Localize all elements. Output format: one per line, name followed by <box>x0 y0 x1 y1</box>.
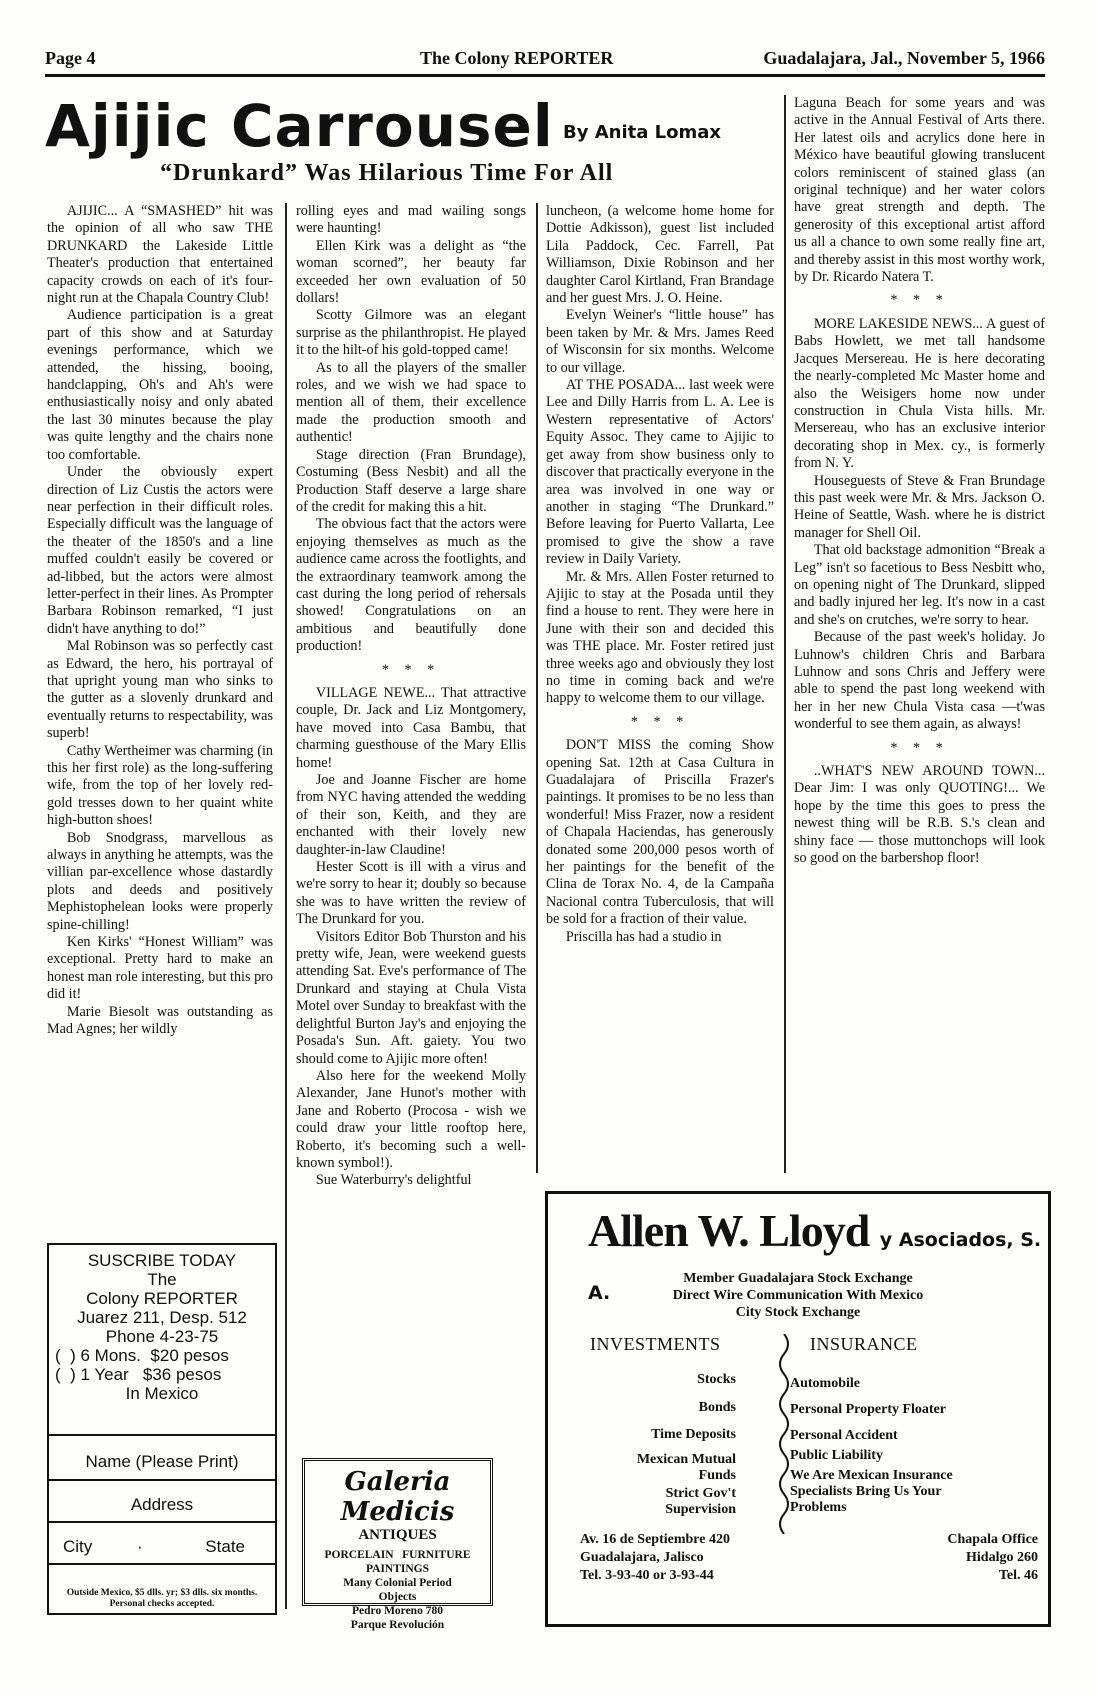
article-paragraph: Also here for the weekend Molly Alexander, Jane Hunot's mother with Jane and Roberto (Procosa - wish we could draw your little rooftop here, Roberto, it's becoming such a well-known symbol!). <box>296 1067 526 1171</box>
article-paragraph: AJIJIC... A “SMASHED” hit was the opinion of all who saw THE DRUNKARD the Lakeside Little Theater's production that entertained capacity crowds on each of it's four-night run at the Chapala Country Club! <box>47 203 273 307</box>
column-4 <box>794 95 1045 1175</box>
article-paragraph: Because of the past week's holiday. Jo Luhnow's children Chris and Barbara Luhnow and sons Chris and Jeffery were able to spend the past long weekend with her in her new Chula Vista casa —t'was wonderful to see them again, as always! <box>794 629 1045 733</box>
masthead <box>45 44 1045 70</box>
article-paragraph: The obvious fact that the actors were enjoying themselves as much as the audience came across the footlights, and the extraordinary teamwork among the cast during the long period of rehersals showed! Congratulations on an ambitious and beautifully done production! <box>296 516 526 655</box>
insurance-heading: INSURANCE <box>810 1334 918 1354</box>
firm-name-suffix: y Asociados, S. A. <box>588 1229 1042 1304</box>
article-paragraph: Mr. & Mrs. Allen Foster returned to Ajijic to stay at the Posada until they find a house to rent. They were here in June with their son and decided this was THE place. Mr. Foster retired just three weeks ago and obviously they lost no time in coming back and we're happy to welcome them to our village. <box>546 568 774 707</box>
article-paragraph: Visitors Editor Bob Thurston and his pretty wife, Jean, were weekend guests attending Sat. Eve's performance of The Drunkard and staying at Chula Vista Motel over Sunday to breakfast with the delightful Burton Jay's and enjoying the Posada's Sun. Aft. gaiety. You two should come to Ajijic more often! <box>296 928 526 1067</box>
article-paragraph: Joe and Joanne Fischer are home from NYC having attended the wedding of their son, Keith, and they are enchanted with their lovely new daughter-in-law Claudine! <box>296 772 526 858</box>
subscribe-fine-print: Outside Mexico, $5 dlls. yr; $3 dlls. six months. Personal checks accepted. <box>66 1588 258 1609</box>
galeria-ad <box>302 1458 493 1631</box>
dateline: Guadalajara, Jal., November 5, 1966 <box>763 48 1045 68</box>
article-paragraph: Sue Waterburry's delightful <box>315 1172 472 1189</box>
article-paragraph: Under the obviously expert direction of Liz Custis the actors were near perfection in their difficult roles. Especially difficult was the language of the theater of the 1850's and a line muffed couldn't easily be covered or ad-libbed, but the actors were almost letter-perfect in their lines. As Prompter Barbara Robinson remarked, “I just didn't have anything to do!” <box>47 464 273 637</box>
article-paragraph: ..WHAT'S NEW AROUND TOWN... Dear Jim: I was only QUOTING!... We hope by the time this goes to press the newest thing will be R.B. S.'s clean and shiny face — those muttonchops will look so good on the barbershop floor! <box>794 763 1045 867</box>
office-line-1: Chapala Office <box>947 1532 1038 1547</box>
article-paragraph: rolling eyes and mad wailing songs were haunting! <box>296 203 526 237</box>
galeria-line2: PAINTINGS <box>365 1563 430 1575</box>
inv-item: Bonds <box>698 1400 736 1415</box>
article-paragraph: Laguna Beach for some years and was active in the Annual Festival of Arts there. Her latest oils and acrylics done here in México have beautiful glowing translucent colors reminiscent of stained glass (an original technique) and her water colors have great strength and depth. The generosity of this exceptional artist afford us all a chance to own some really fine art, and thereby assist in this most worthy work, by Dr. Ricardo Natera T. <box>794 95 1045 286</box>
name-field[interactable] <box>49 1434 275 1472</box>
article-paragraph: VILLAGE NEWE... That attractive couple, Dr. Jack and Liz Montgomery, have moved into Casa Bambu, that charming guesthouse of the Mary Ellis home! <box>296 684 526 771</box>
option-1-year[interactable]: ( ) 1 Year $36 pesos <box>55 1365 222 1384</box>
galeria-line3: Many Colonial Period <box>343 1577 452 1589</box>
article-paragraph: Mal Robinson was so perfectly cast as Edward, the hero, his portrayal of that upright young man who sinks to the gutter as a slovenly drunkard and eventually returns to respectability, was superb! <box>47 638 273 742</box>
galeria-name: Galeria Medicis <box>340 1467 455 1527</box>
article-paragraph: Stage direction (Fran Brundage), Costuming (Bess Nesbit) and all the Production Staff deserve a large share of the credit for making this a hit. <box>296 446 526 515</box>
article-paragraph: Ellen Kirk was a delight as “the woman scorned”, her beauty far exceeded her own evaluation of 50 dollars! <box>296 237 526 307</box>
page-number: Page 4 <box>45 48 96 68</box>
address-line-2: Guadalajara, Jalisco <box>580 1550 704 1565</box>
article-title: Ajijic Carrousel <box>45 92 554 160</box>
ins-item: Public Liability <box>790 1448 883 1463</box>
state-field-label: State <box>205 1537 245 1556</box>
subscription-form <box>47 1243 277 1615</box>
article-paragraph: Ken Kirks' “Honest William” was exceptional. Pretty hard to make an honest man role interesting, but this pro did it! <box>47 934 273 1003</box>
section-separator: * * * <box>381 661 441 678</box>
inv-item: Mexican Mutual Funds <box>636 1452 736 1483</box>
city-field-label: City <box>63 1537 93 1556</box>
allen-lloyd-ad <box>545 1191 1051 1627</box>
member-line-2: Direct Wire Communication With Mexico <box>672 1288 924 1303</box>
member-line-3: City Stock Exchange <box>735 1305 861 1320</box>
article-paragraph: Priscilla has had a studio in <box>565 928 722 945</box>
subscribe-paper: Colony REPORTER <box>86 1289 238 1308</box>
article-subtitle: “Drunkard” Was Hilarious Time For All <box>160 160 614 186</box>
section-separator: * * * <box>630 713 690 730</box>
byline: By Anita Lomax <box>563 122 722 143</box>
subscribe-in-mexico: In Mexico <box>125 1384 199 1403</box>
address-field-label: Address <box>130 1495 194 1514</box>
subscribe-address: Juarez 211, Desp. 512 <box>77 1308 247 1327</box>
inv-item: Strict Gov't Supervision <box>665 1486 736 1517</box>
article-paragraph: That old backstage admonition “Break a Leg” isn't so facetious to Bess Nesbitt who, on opening night of The Drunkard, slipped and badly injured her leg. It's now in a cast and she's on crutches, we're sorry to hear. <box>794 542 1045 628</box>
article-paragraph: Bob Snodgrass, marvellous as always in anything he attempts, was the villian par-excellence whose dastardly plots and deeds and positively Mephistophelean looks were properly spine-chilling! <box>47 829 273 933</box>
ins-item: Personal Property Floater <box>790 1402 947 1417</box>
article-paragraph: MORE LAKESIDE NEWS... A guest of Babs Howlett, we met tall handsome Jacques Mersereau. He is here decorating the nearly-completed Mc Master home and also the Weisigers home now under construction in Chula Vista hills. Mr. Mersereau, who has an exclusive interior decorating shop in Mex. cy., is formerly from N. Y. <box>794 315 1045 472</box>
galeria-line5: Pedro Moreno 780 <box>352 1605 443 1617</box>
column-divider <box>784 95 786 1173</box>
ins-item: We Are Mexican Insurance Specialists Bring Us Your Problems <box>790 1468 953 1515</box>
member-line-1: Member Guadalajara Stock Exchange <box>683 1271 913 1286</box>
article-paragraph: Audience participation is a great part of this show and at Saturday evenings performance, which we attended, the hissing, booing, handclapping, Oh's and Ah's were enthusiastically noisy and only abated the last 30 minutes because the play was quite lengthy and the chairs none too comfortable. <box>47 307 273 463</box>
article-paragraph: Houseguests of Steve & Fran Brundage this past week were Mr. & Mrs. Jackson O. Heine of Seattle, Wash. where he is district manager for Shell Oil. <box>794 472 1045 541</box>
galeria-line4: Objects <box>378 1591 417 1603</box>
investments-heading: INVESTMENTS <box>590 1334 721 1354</box>
subscribe-phone: Phone 4-23-75 <box>105 1327 219 1346</box>
article-paragraph: Marie Biesolt was outstanding as Mad Agnes; her wildly <box>47 1003 273 1038</box>
article-paragraph: Hester Scott is ill with a virus and we're sorry to hear it; doubly so because she was to have written the review of The Drunkard for you. <box>296 859 526 928</box>
column-divider <box>285 203 287 1609</box>
address-field[interactable] <box>49 1479 275 1515</box>
article-paragraph: As to all the players of the smaller roles, and we wish we had space to mention all of them, their excellence made the production smooth and authentic! <box>296 359 526 446</box>
ins-item: Automobile <box>790 1376 860 1391</box>
office-line-3: Tel. 46 <box>998 1568 1038 1583</box>
ad-membership <box>548 1270 1048 1321</box>
article-paragraph: Cathy Wertheimer was charming (in this her first role) as the long-suffering wife, from the top of her lovely red-gold tresses down to her quaint white high-button shoes! <box>47 742 273 829</box>
article-paragraph: AT THE POSADA... last week were Lee and Dilly Harris from L. A. Lee is Western representative of Actors' Equity Assoc. They came to Ajijic to get away from show business only to discover that practically everyone in the area was involved in one way or another in staging “The Drunkard.” Before leaving for Puerto Vallarta, Lee promised to give the show a rave review in Daily Variety. <box>546 377 774 568</box>
city-state-field[interactable]: City · State <box>49 1521 275 1557</box>
section-separator: * * * <box>890 739 949 756</box>
column-2 <box>296 203 526 1448</box>
column-3 <box>546 203 774 1173</box>
ins-item: Personal Accident <box>790 1428 898 1443</box>
inv-item: Stocks <box>697 1372 736 1387</box>
galeria-line1: PORCELAIN FURNITURE <box>324 1549 471 1561</box>
address-line-1: Av. 16 de Septiembre 420 <box>580 1532 730 1547</box>
name-field-label: Name (Please Print) <box>85 1452 239 1471</box>
article-paragraph: Evelyn Weiner's “little house” has been taken by Mr. & Mrs. James Reed of Wisconsin for six months. Welcome to our village. <box>546 307 774 376</box>
column-divider <box>536 203 538 1173</box>
option-6-months[interactable]: ( ) 6 Mons. $20 pesos <box>55 1346 229 1365</box>
inv-item: Time Deposits <box>651 1427 736 1442</box>
masthead-rule <box>45 74 1045 77</box>
galeria-antiques: ANTIQUES <box>358 1527 437 1543</box>
article-paragraph: Scotty Gilmore was an elegant surprise as the philanthropist. He played it to the hilt-of his gold-topped came! <box>296 307 526 359</box>
subscribe-the: The <box>147 1270 177 1289</box>
section-separator: * * * <box>890 292 949 309</box>
address-line-3: Tel. 3-93-40 or 3-93-44 <box>580 1568 714 1583</box>
paper-name: The Colony REPORTER <box>420 48 614 68</box>
ad-address <box>580 1531 730 1585</box>
office-line-2: Hidalgo 260 <box>966 1550 1038 1565</box>
column-1 <box>47 203 273 1233</box>
article-paragraph: luncheon, (a welcome home home for Dottie Adkisson), guest list included Lila Paddock, Cec. Farrell, Pat Williamson, Dixie Robinson and her daughter Carol Kirtland, Fran Brandage and her guest Mrs. J. O. Heine. <box>546 203 774 307</box>
galeria-line6: Parque Revolución <box>350 1619 445 1631</box>
form-rule <box>49 1563 275 1565</box>
subscribe-heading: SUSCRIBE TODAY <box>87 1251 237 1270</box>
article-paragraph: DON'T MISS the coming Show opening Sat. 12th at Casa Cultura in Guadalajara of Priscilla Frazer's paintings. It promises to be no less than wonderful! Miss Frazer, now a resident of Chapala Haciendas, has generously donated some 200,000 pesos worth of her paintings for the benefit of the Clina de Torax No. 4, de la Campaña Nacional contra Tuberculosis, that will be sold for a fraction of their value. <box>546 737 774 928</box>
firm-name-main: Allen W. Lloyd <box>588 1205 870 1256</box>
ad-office <box>947 1531 1038 1585</box>
